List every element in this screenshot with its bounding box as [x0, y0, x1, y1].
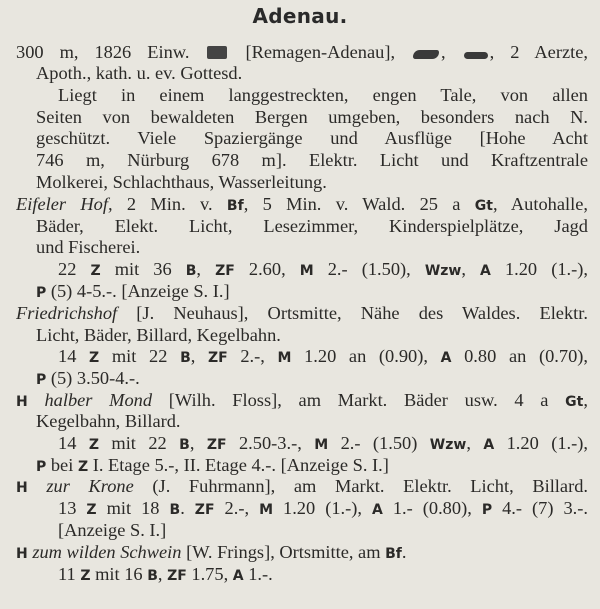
abbreviation: A [480, 263, 491, 279]
text-line [36, 107, 588, 128]
text-line [58, 564, 273, 585]
abbreviation: Z [89, 350, 100, 366]
abbreviation: Z [88, 437, 99, 453]
text: , 2 Aerzte, [489, 42, 588, 62]
abbreviation: ZF [206, 437, 227, 453]
abbreviation: Z [86, 502, 97, 518]
text-line [36, 63, 242, 84]
abbreviation: ZF [215, 263, 235, 279]
abbreviation: M [299, 263, 314, 279]
text: I. Etage 5.-, II. Etage 4.-. [Anzeige S. I.] [88, 455, 389, 475]
text: 1.- (0.80), [382, 498, 482, 518]
abbreviation: ZF [207, 350, 228, 366]
text: mit 18 [96, 498, 170, 518]
text: 11 [58, 564, 81, 584]
abbreviation: Z [80, 568, 91, 584]
abbreviation: Bf [226, 198, 244, 214]
abbreviation: B [179, 437, 190, 453]
hotel-name: zur Krone [46, 476, 134, 496]
text: 22 [58, 259, 91, 279]
text: Licht, Bäder, Billard, Kegelbahn. [36, 325, 281, 345]
text-line [36, 237, 140, 258]
text: 2.-, [227, 346, 278, 366]
abbreviation: Z [77, 459, 89, 475]
text: Apoth., kath. u. ev. Gottesd. [36, 63, 243, 83]
text: . [401, 542, 407, 562]
text-line [36, 128, 588, 149]
text: , 5 Min. v. Wald. 25 a [243, 194, 475, 214]
abbreviation: ZF [194, 502, 215, 518]
text-line [16, 194, 588, 215]
abbreviation: A [232, 568, 244, 584]
text: Liegt in einem langgestreckten, engen Tale, von allen [58, 85, 588, 105]
text: (5) 4-5.-. [Anzeige S. I.] [46, 281, 230, 301]
text: [Remagen-Adenau], [229, 42, 412, 62]
text: (J. Fuhrmann], am Markt. Elektr. Licht, Billard. [133, 476, 588, 496]
text-line [58, 498, 588, 519]
text-line [36, 216, 588, 237]
text-line [16, 476, 588, 497]
text: , [466, 433, 484, 453]
text: geschützt. Viele Spaziergänge und Ausflüge [Hohe Acht [36, 128, 588, 148]
text: , [583, 390, 588, 410]
text: , [196, 259, 216, 279]
text-line [36, 281, 230, 302]
abbreviation: P [481, 502, 493, 518]
text: Seiten von bewaldeten Bergen umgeben, besonders nach N. [36, 107, 588, 127]
text: , [157, 564, 168, 584]
text-line [58, 346, 588, 367]
text-line [36, 150, 588, 171]
text: 2.50-3.-, [226, 433, 315, 453]
abbreviation: P [36, 459, 47, 475]
railway-station-icon [207, 46, 227, 59]
text-line [16, 390, 588, 411]
text: (5) 3.50-4.-. [46, 368, 140, 388]
text: 1.20 (1.-), [494, 433, 588, 453]
abbreviation: A [440, 350, 452, 366]
abbreviation: ZF [167, 568, 187, 584]
text: 1.20 an (0.90), [291, 346, 441, 366]
abbreviation: P [36, 372, 47, 388]
text: 1.-. [243, 564, 273, 584]
abbreviation: M [314, 437, 329, 453]
text: Molkerei, Schlachthaus, Wasserleitung. [36, 172, 327, 192]
abbreviation: A [483, 437, 495, 453]
text: [W. Frings], Ortsmitte, am [181, 542, 386, 562]
abbreviation: Wzw [429, 437, 467, 453]
text [28, 390, 45, 410]
abbreviation: Gt [474, 198, 493, 214]
text: mit 36 [100, 259, 186, 279]
text: 0.80 an (0.70), [451, 346, 588, 366]
abbreviation: Z [90, 263, 101, 279]
text-line [36, 325, 281, 346]
text: 746 m, Nürburg 678 m]. Elektr. Licht und Kraftzentrale [36, 150, 588, 170]
text: mit 22 [98, 433, 180, 453]
text: 1.20 (1.-), [490, 259, 588, 279]
text-line [16, 542, 407, 563]
text-line [16, 303, 588, 324]
abbreviation: H [16, 480, 28, 496]
text: mit 22 [99, 346, 181, 366]
text-line [16, 42, 588, 63]
text: 2.60, [234, 259, 300, 279]
text: und Fischerei. [36, 237, 141, 257]
text: , Autohalle, [492, 194, 588, 214]
text: 14 [58, 346, 90, 366]
text: , [441, 42, 462, 62]
abbreviation: B [169, 502, 181, 518]
text: [J. Neuhaus], Ortsmitte, Nähe des Waldes. Elektr. [117, 303, 588, 323]
text: . [180, 498, 195, 518]
text-line [58, 259, 588, 280]
text: bei [46, 455, 78, 475]
telegraph-icon [464, 52, 488, 59]
abbreviation: Gt [565, 394, 584, 410]
text: mit 16 [90, 564, 148, 584]
text-line [36, 411, 181, 432]
text: , [190, 346, 208, 366]
abbreviation: Wzw [424, 263, 462, 279]
post-office-icon [413, 50, 439, 59]
abbreviation: A [371, 502, 383, 518]
text: , [189, 433, 207, 453]
text-line [58, 85, 588, 106]
text-line [58, 433, 588, 454]
text: Kegelbahn, Billard. [36, 411, 181, 431]
text: 4.- (7) 3.-. [492, 498, 588, 518]
page-title: Adenau. [252, 4, 348, 28]
abbreviation: B [180, 350, 191, 366]
text: 2.- (1.50) [328, 433, 430, 453]
abbreviation: P [36, 285, 47, 301]
abbreviation: M [259, 502, 273, 518]
text: , [461, 259, 481, 279]
hotel-name: halber Mond [44, 390, 153, 410]
hotel-name: Eifeler Hof, [16, 194, 113, 214]
text: 14 [58, 433, 89, 453]
text: 2.-, [214, 498, 260, 518]
hotel-name: Friedrichshof [16, 303, 118, 323]
abbreviation: Bf [385, 546, 402, 562]
abbreviation: H [16, 394, 28, 410]
hotel-name: zum wilden Schwein [32, 542, 182, 562]
text: 2 Min. v. [112, 194, 227, 214]
text: 2.- (1.50), [313, 259, 425, 279]
text: [Anzeige S. I.] [58, 520, 167, 540]
text: [Wilh. Floss], am Markt. Bäder usw. 4 a [152, 390, 566, 410]
abbreviation: B [185, 263, 197, 279]
text-line [36, 368, 140, 389]
text: 1.75, [186, 564, 233, 584]
text: 13 [58, 498, 87, 518]
text-line [36, 172, 327, 193]
text-line [36, 455, 389, 476]
text [28, 476, 47, 496]
text: 1.20 (1.-), [273, 498, 372, 518]
abbreviation: H [16, 546, 28, 562]
abbreviation: B [147, 568, 158, 584]
text: Bäder, Elekt. Licht, Lesezimmer, Kinderspielplätze, Jagd [36, 216, 588, 236]
text-line [58, 520, 166, 541]
abbreviation: M [277, 350, 292, 366]
text: 300 m, 1826 Einw. [16, 42, 206, 62]
